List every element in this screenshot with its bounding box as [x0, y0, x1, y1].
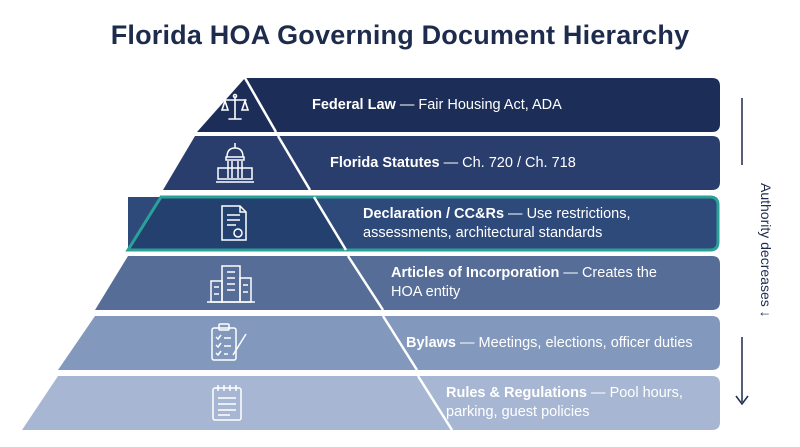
authority-decreases-label: Authority decreases ↓: [758, 183, 774, 318]
tier-3-name: Declaration / CC&Rs: [363, 206, 505, 222]
tier-2-label: Florida Statutes — Ch. 720 / Ch. 718: [330, 155, 576, 171]
tier-3-desc: Use restrictions, assessments, architectural standards: [363, 206, 631, 241]
diagram-title: Florida HOA Governing Document Hierarchy: [110, 20, 690, 50]
pyramid-segment-5: [58, 316, 417, 370]
pyramid-segment-3: [128, 197, 346, 250]
tier-4-desc: Creates the HOA entity: [391, 265, 657, 300]
tier-1-desc: Fair Housing Act, ADA: [418, 97, 562, 113]
tier-6-name: Rules & Regulations: [446, 385, 587, 401]
pyramid-segment-6: [22, 376, 452, 430]
tier-5-label: Bylaws — Meetings, elections, officer duties: [406, 335, 693, 351]
tier-1-label: Federal Law — Fair Housing Act, ADA: [312, 97, 562, 113]
tier-2-name: Florida Statutes: [330, 155, 440, 171]
tier-1-name: Federal Law: [312, 97, 396, 113]
tier-2-desc: Ch. 720 / Ch. 718: [462, 155, 576, 171]
tier-5-name: Bylaws: [406, 335, 456, 351]
tier-6-label: Rules & Regulations — Pool hours, parking, guest policies: [446, 385, 683, 420]
tier-3-label: Declaration / CC&Rs — Use restrictions, assessments, architectural standards: [363, 206, 631, 241]
tier-4-label: Articles of Incorporation — Creates the HOA entity: [391, 265, 657, 300]
tier-5-desc: Meetings, elections, officer duties: [478, 335, 693, 351]
tier-4-name: Articles of Incorporation: [391, 265, 560, 281]
tier-6-desc: Pool hours, parking, guest policies: [446, 385, 683, 420]
